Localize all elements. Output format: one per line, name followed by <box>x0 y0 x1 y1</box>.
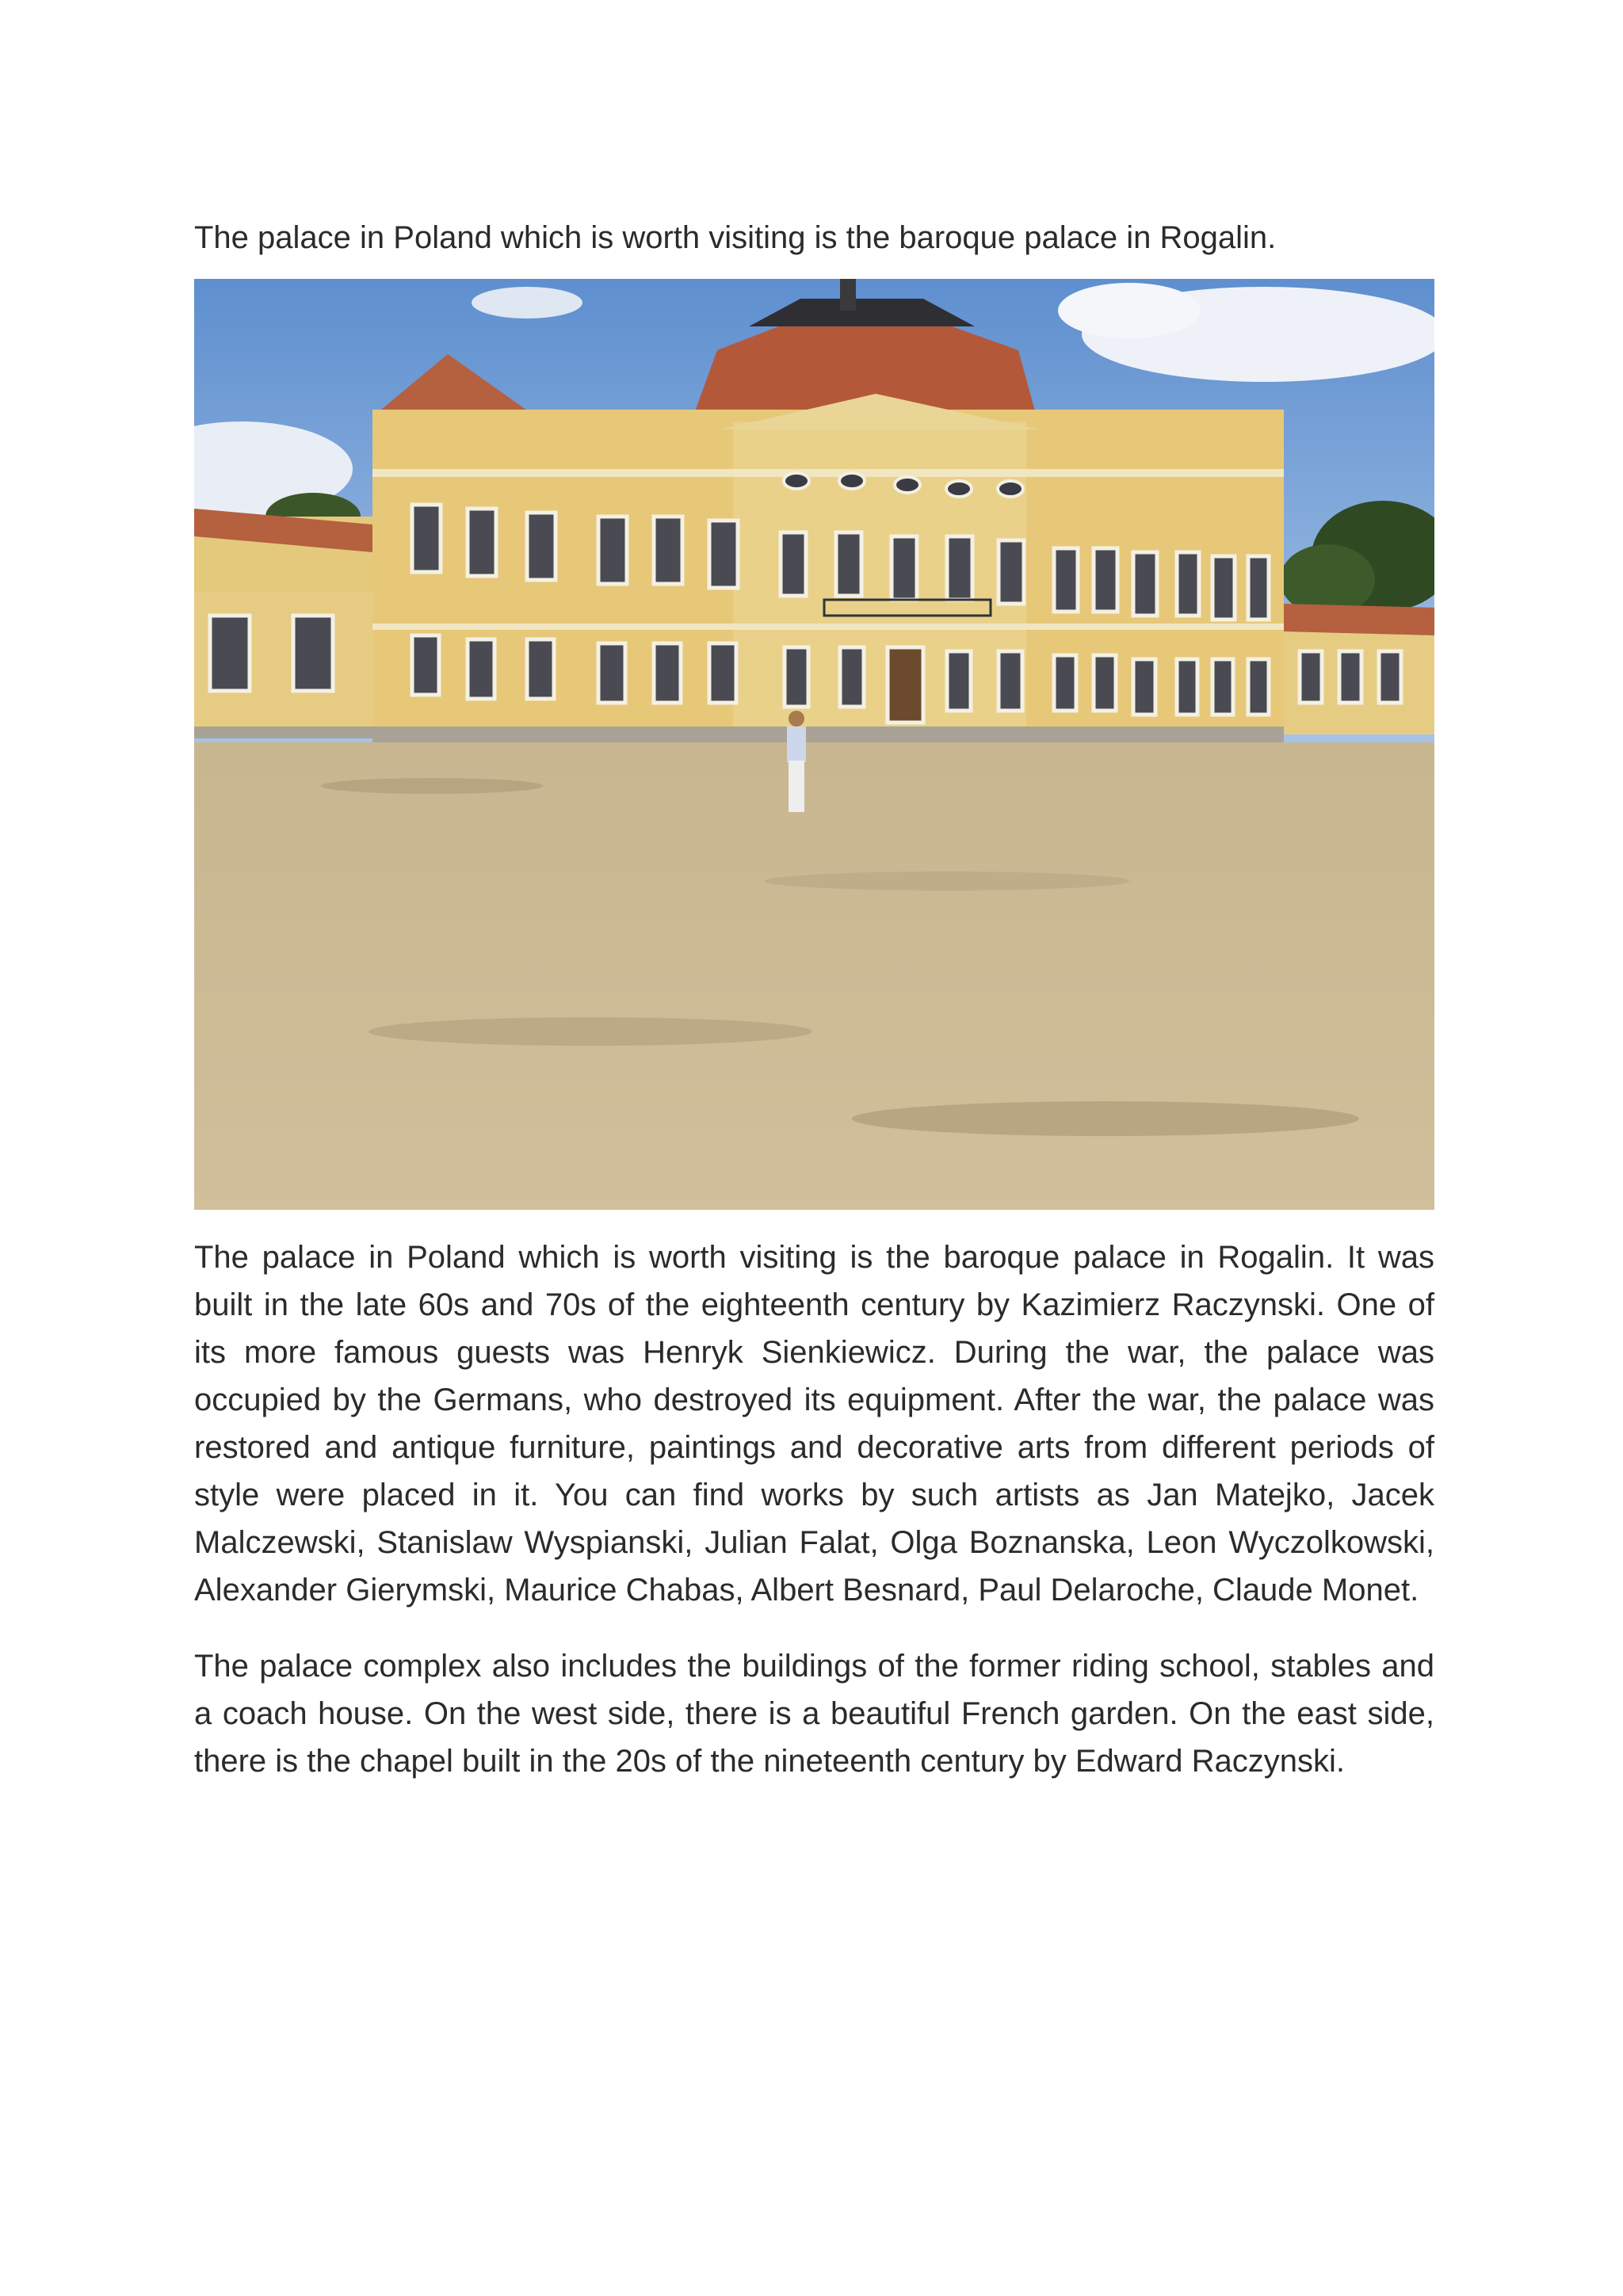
body-paragraph-1: The palace in Poland which is worth visiting is the baroque palace in Rogalin. It was built in the late 60s and 70s of the eighteenth century by Kazimierz Raczynski. One of its more famous guests was Henryk Sienkiewicz. During the war, the palace was occupied by the Germans, who destroyed its equipment. After the war, the palace was restored and antique furniture, paintings and decorative arts from different periods of style were placed in it. You can find works by such artists as Jan Matejko, Jacek Malczewski, Stanislaw Wyspianski, Julian Falat, Olga Boznanska, Leon Wyczolkowski, Alexander Gierymski, Maurice Chabas, Albert Besnard, Paul Delaroche, Claude Monet. <box>194 1240 1434 1608</box>
palace-photo <box>194 279 1434 1210</box>
body-paragraph-2: The palace complex also includes the buildings of the former riding school, stables and a coach house. On the west side, there is a beautiful French garden. On the east side, there is the chapel built in the 20s of the nineteenth century by Edward Raczynski. <box>194 1649 1434 1779</box>
document-page <box>194 219 1434 1814</box>
intro-line: The palace in Poland which is worth visiting is the baroque palace in Rogalin. <box>194 220 1277 255</box>
